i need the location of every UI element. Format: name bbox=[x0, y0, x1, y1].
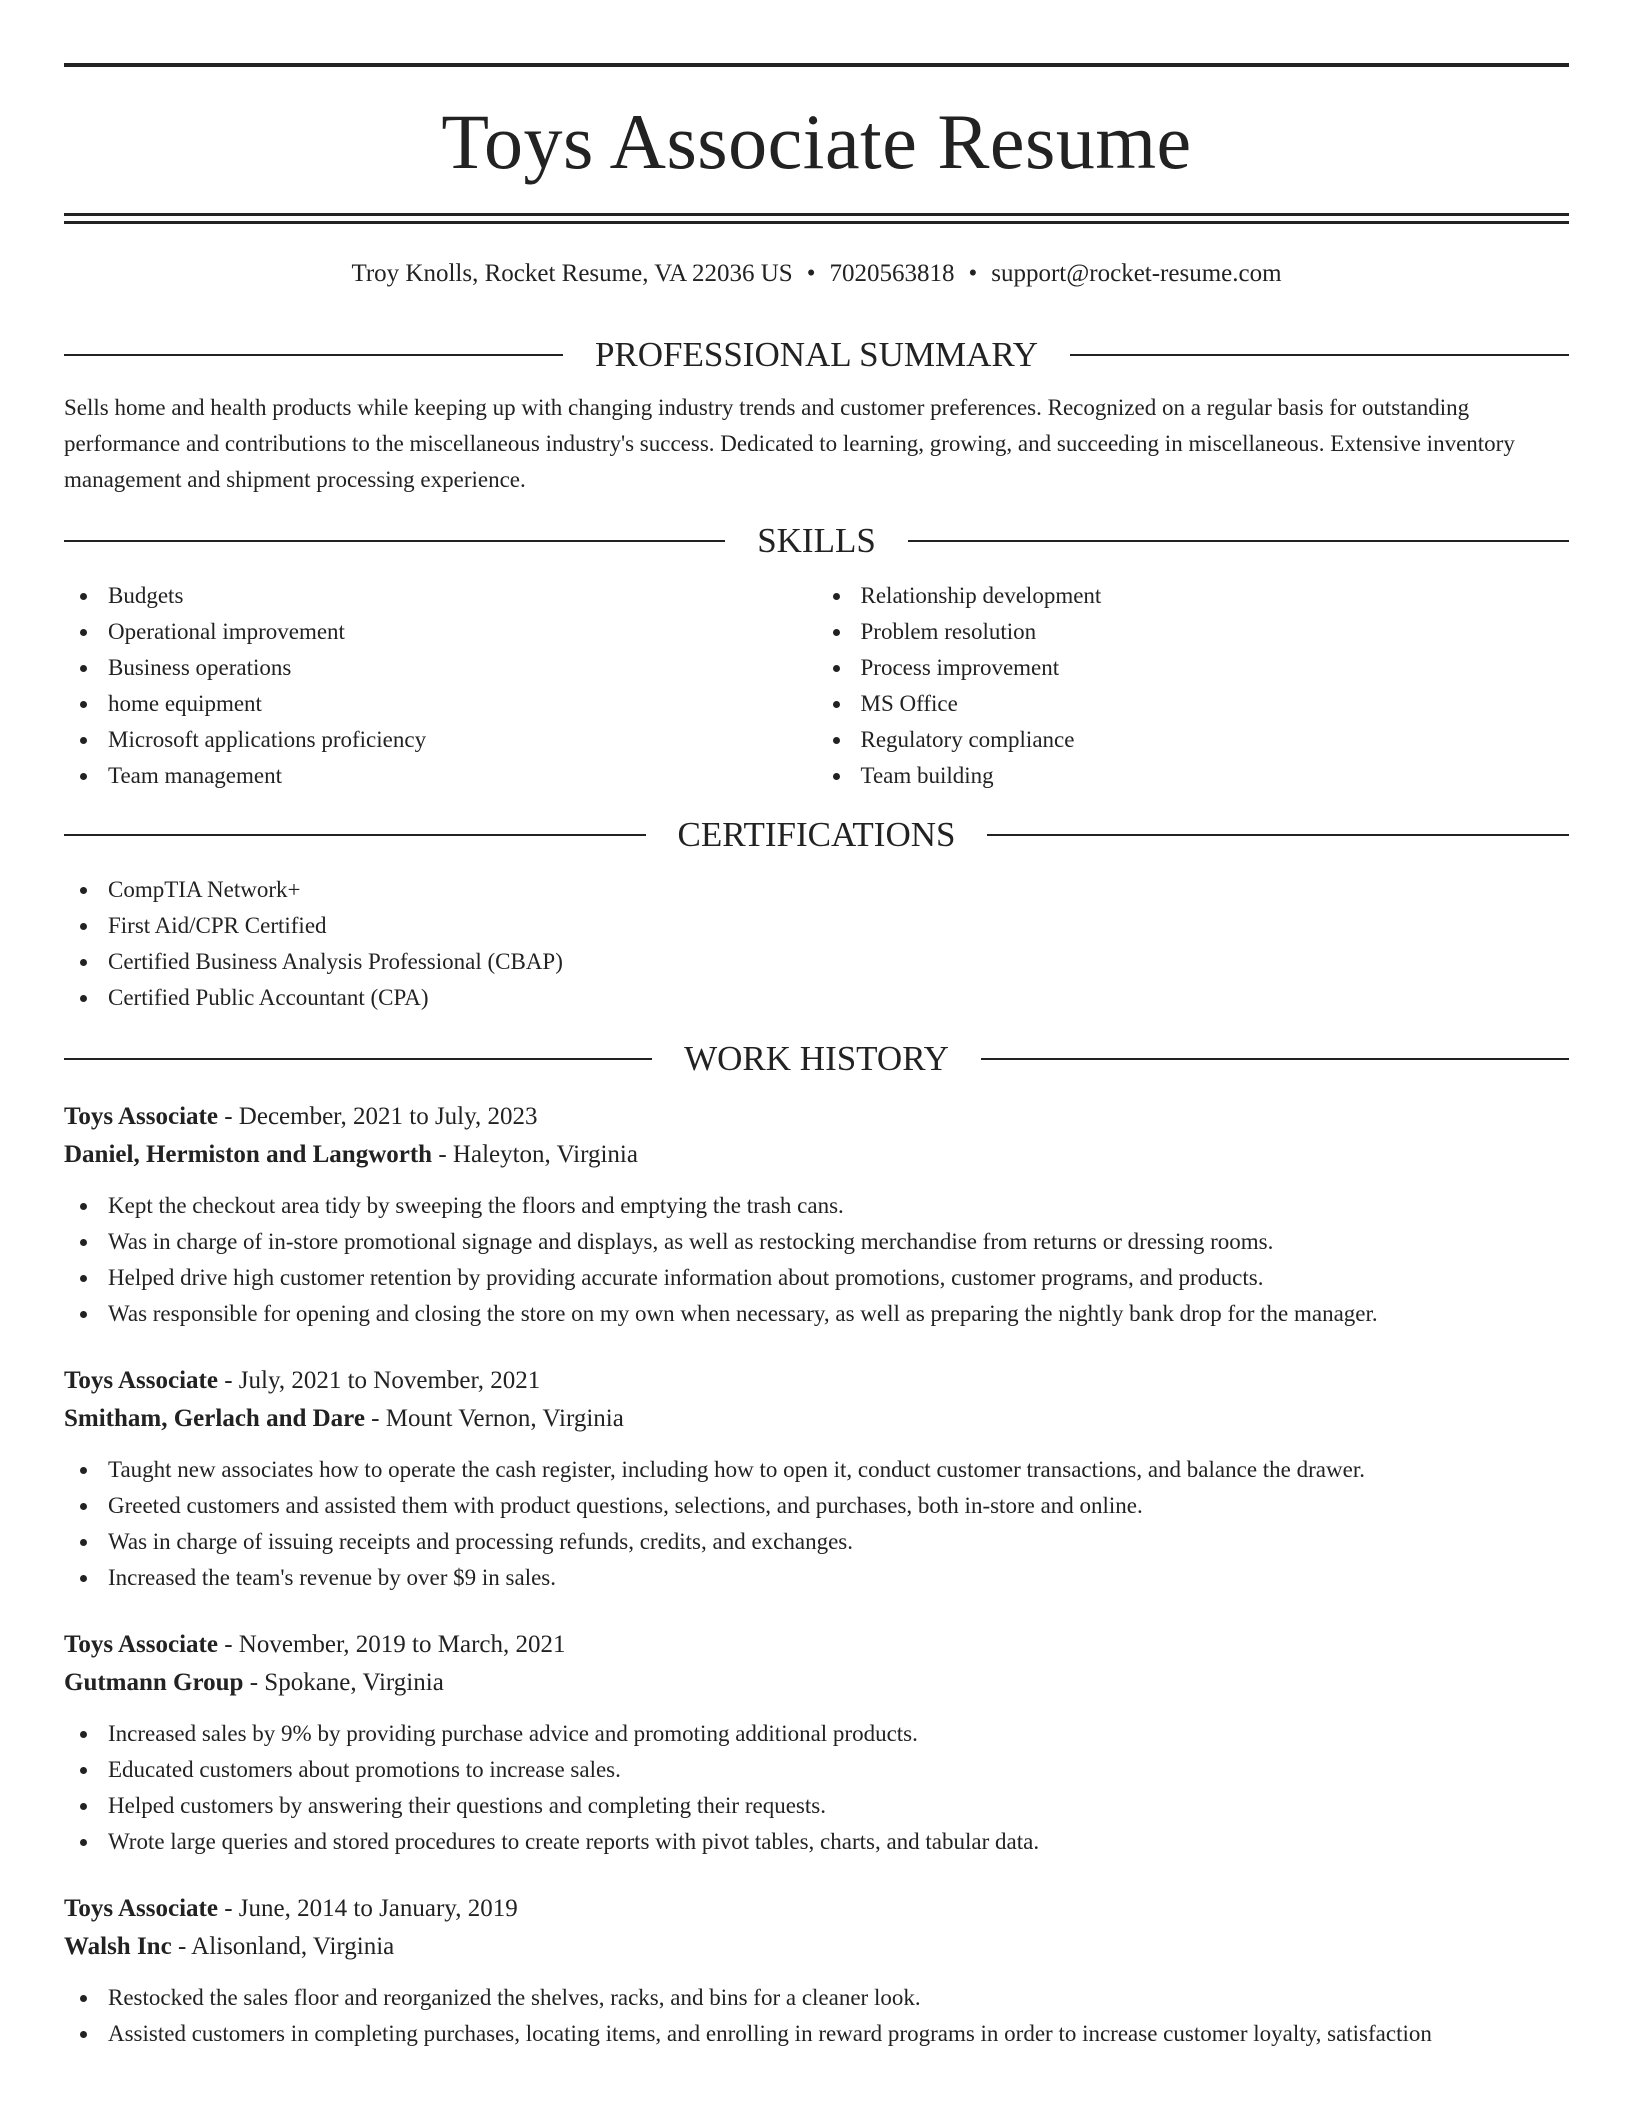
skills-grid bbox=[64, 562, 1569, 794]
job-company: Gutmann Group bbox=[64, 1669, 244, 1696]
skill-item: Regulatory compliance bbox=[817, 722, 1570, 758]
skill-item: Team building bbox=[817, 758, 1570, 794]
job-location: - Alisonland, Virginia bbox=[171, 1933, 395, 1960]
job-bullet: Increased sales by 9% by providing purchase advice and promoting additional products. bbox=[64, 1716, 1569, 1752]
skill-item: MS Office bbox=[817, 686, 1570, 722]
job-company-line bbox=[64, 1928, 1569, 1966]
skills-heading: SKILLS bbox=[757, 521, 876, 560]
job-bullets bbox=[64, 1188, 1569, 1332]
job-entry bbox=[64, 1098, 1569, 1332]
job-company-line bbox=[64, 1400, 1569, 1438]
job-company: Smitham, Gerlach and Dare bbox=[64, 1405, 365, 1432]
contact-separator: • bbox=[806, 260, 816, 287]
summary-text: Sells home and health products while keeping up with changing industry trends and customer preferences. Recognized on a regular basis for outstanding performance and contributions to the miscellaneous industry's success. Dedicated to learning, growing, and succeeding in miscellaneous. Extensive inventory management and shipment processing experience. bbox=[64, 395, 1515, 492]
job-title: Toys Associate bbox=[64, 1367, 218, 1394]
job-dates: - July, 2021 to November, 2021 bbox=[217, 1367, 541, 1394]
contact-line bbox=[64, 258, 1569, 290]
skill-item: Microsoft applications proficiency bbox=[64, 722, 817, 758]
certification-item: CompTIA Network+ bbox=[64, 872, 1569, 908]
heading-rule-right bbox=[1070, 354, 1569, 356]
summary-heading: PROFESSIONAL SUMMARY bbox=[594, 335, 1039, 374]
job-bullet: Wrote large queries and stored procedures to create reports with pivot tables, charts, and tabular data. bbox=[64, 1824, 1569, 1860]
job-bullet: Helped drive high customer retention by providing accurate information about promotions, customer programs, and products. bbox=[64, 1260, 1569, 1296]
job-bullets bbox=[64, 1980, 1569, 2052]
skills-section-heading bbox=[64, 520, 1569, 562]
job-bullet: Greeted customers and assisted them with product questions, selections, and purchases, both in-store and online. bbox=[64, 1488, 1569, 1524]
skills-list-right bbox=[817, 578, 1570, 794]
job-entry bbox=[64, 1362, 1569, 1596]
job-bullets bbox=[64, 1452, 1569, 1596]
work-history-list bbox=[64, 1098, 1569, 2052]
job-company: Daniel, Hermiston and Langworth bbox=[64, 1141, 433, 1168]
contact-email: support@rocket-resume.com bbox=[991, 260, 1282, 287]
job-bullet: Was in charge of issuing receipts and processing refunds, credits, and exchanges. bbox=[64, 1524, 1569, 1560]
job-bullet: Was in charge of in-store promotional signage and displays, as well as restocking merchandise from returns or dressing rooms. bbox=[64, 1224, 1569, 1260]
skill-item: Process improvement bbox=[817, 650, 1570, 686]
job-title-line bbox=[64, 1098, 1569, 1136]
heading-rule-left bbox=[64, 834, 646, 836]
job-title: Toys Associate bbox=[64, 1631, 218, 1658]
certifications-heading: CERTIFICATIONS bbox=[677, 815, 956, 854]
contact-separator: • bbox=[968, 260, 978, 287]
job-entry bbox=[64, 1626, 1569, 1860]
resume-page bbox=[64, 0, 1569, 2052]
job-title-line bbox=[64, 1626, 1569, 1664]
certification-item: First Aid/CPR Certified bbox=[64, 908, 1569, 944]
job-bullet: Helped customers by answering their questions and completing their requests. bbox=[64, 1788, 1569, 1824]
skill-item: Problem resolution bbox=[817, 614, 1570, 650]
job-dates: - December, 2021 to July, 2023 bbox=[217, 1103, 538, 1130]
job-title-line bbox=[64, 1362, 1569, 1400]
heading-rule-right bbox=[908, 540, 1569, 542]
job-bullet: Restocked the sales floor and reorganized the shelves, racks, and bins for a cleaner look. bbox=[64, 1980, 1569, 2016]
skill-item: Relationship development bbox=[817, 578, 1570, 614]
summary-section-heading bbox=[64, 334, 1569, 376]
job-company-line bbox=[64, 1664, 1569, 1702]
skill-item: Business operations bbox=[64, 650, 817, 686]
job-company: Walsh Inc bbox=[64, 1933, 172, 1960]
certification-item: Certified Business Analysis Professional (CBAP) bbox=[64, 944, 1569, 980]
job-title-line bbox=[64, 1890, 1569, 1928]
page-title: Toys Associate Resume bbox=[441, 98, 1192, 185]
job-bullet: Taught new associates how to operate the cash register, including how to open it, conduct customer transactions, and balance the drawer. bbox=[64, 1452, 1569, 1488]
job-title: Toys Associate bbox=[64, 1103, 218, 1130]
heading-rule-right bbox=[987, 834, 1569, 836]
job-bullet: Assisted customers in completing purchases, locating items, and enrolling in reward programs in order to increase customer loyalty, satisfaction bbox=[64, 2016, 1569, 2052]
top-rule bbox=[64, 63, 1569, 67]
job-bullet: Kept the checkout area tidy by sweeping the floors and emptying the trash cans. bbox=[64, 1188, 1569, 1224]
job-company-line bbox=[64, 1136, 1569, 1174]
job-entry bbox=[64, 1890, 1569, 2052]
contact-phone: 7020563818 bbox=[829, 260, 955, 287]
heading-rule-right bbox=[981, 1058, 1569, 1060]
job-bullet: Was responsible for opening and closing the store on my own when necessary, as well as preparing the nightly bank drop for the manager. bbox=[64, 1296, 1569, 1332]
job-bullet: Increased the team's revenue by over $9 in sales. bbox=[64, 1560, 1569, 1596]
job-dates: - November, 2019 to March, 2021 bbox=[217, 1631, 566, 1658]
job-location: - Spokane, Virginia bbox=[243, 1669, 444, 1696]
job-title: Toys Associate bbox=[64, 1895, 218, 1922]
contact-address: Troy Knolls, Rocket Resume, VA 22036 US bbox=[351, 260, 793, 287]
job-bullet: Educated customers about promotions to increase sales. bbox=[64, 1752, 1569, 1788]
job-bullets bbox=[64, 1716, 1569, 1860]
certification-item: Certified Public Accountant (CPA) bbox=[64, 980, 1569, 1016]
skill-item: Budgets bbox=[64, 578, 817, 614]
skill-item: Team management bbox=[64, 758, 817, 794]
skills-list-left bbox=[64, 578, 817, 794]
work-heading: WORK HISTORY bbox=[684, 1039, 949, 1078]
certifications-list bbox=[64, 872, 1569, 1016]
job-location: - Mount Vernon, Virginia bbox=[364, 1405, 624, 1432]
job-dates: - June, 2014 to January, 2019 bbox=[217, 1895, 518, 1922]
heading-rule-left bbox=[64, 540, 725, 542]
heading-rule-left bbox=[64, 1058, 652, 1060]
title-double-rule bbox=[64, 213, 1569, 224]
heading-rule-left bbox=[64, 354, 563, 356]
certifications-section-heading bbox=[64, 814, 1569, 856]
work-section-heading bbox=[64, 1038, 1569, 1080]
skill-item: home equipment bbox=[64, 686, 817, 722]
job-location: - Haleyton, Virginia bbox=[432, 1141, 638, 1168]
skill-item: Operational improvement bbox=[64, 614, 817, 650]
